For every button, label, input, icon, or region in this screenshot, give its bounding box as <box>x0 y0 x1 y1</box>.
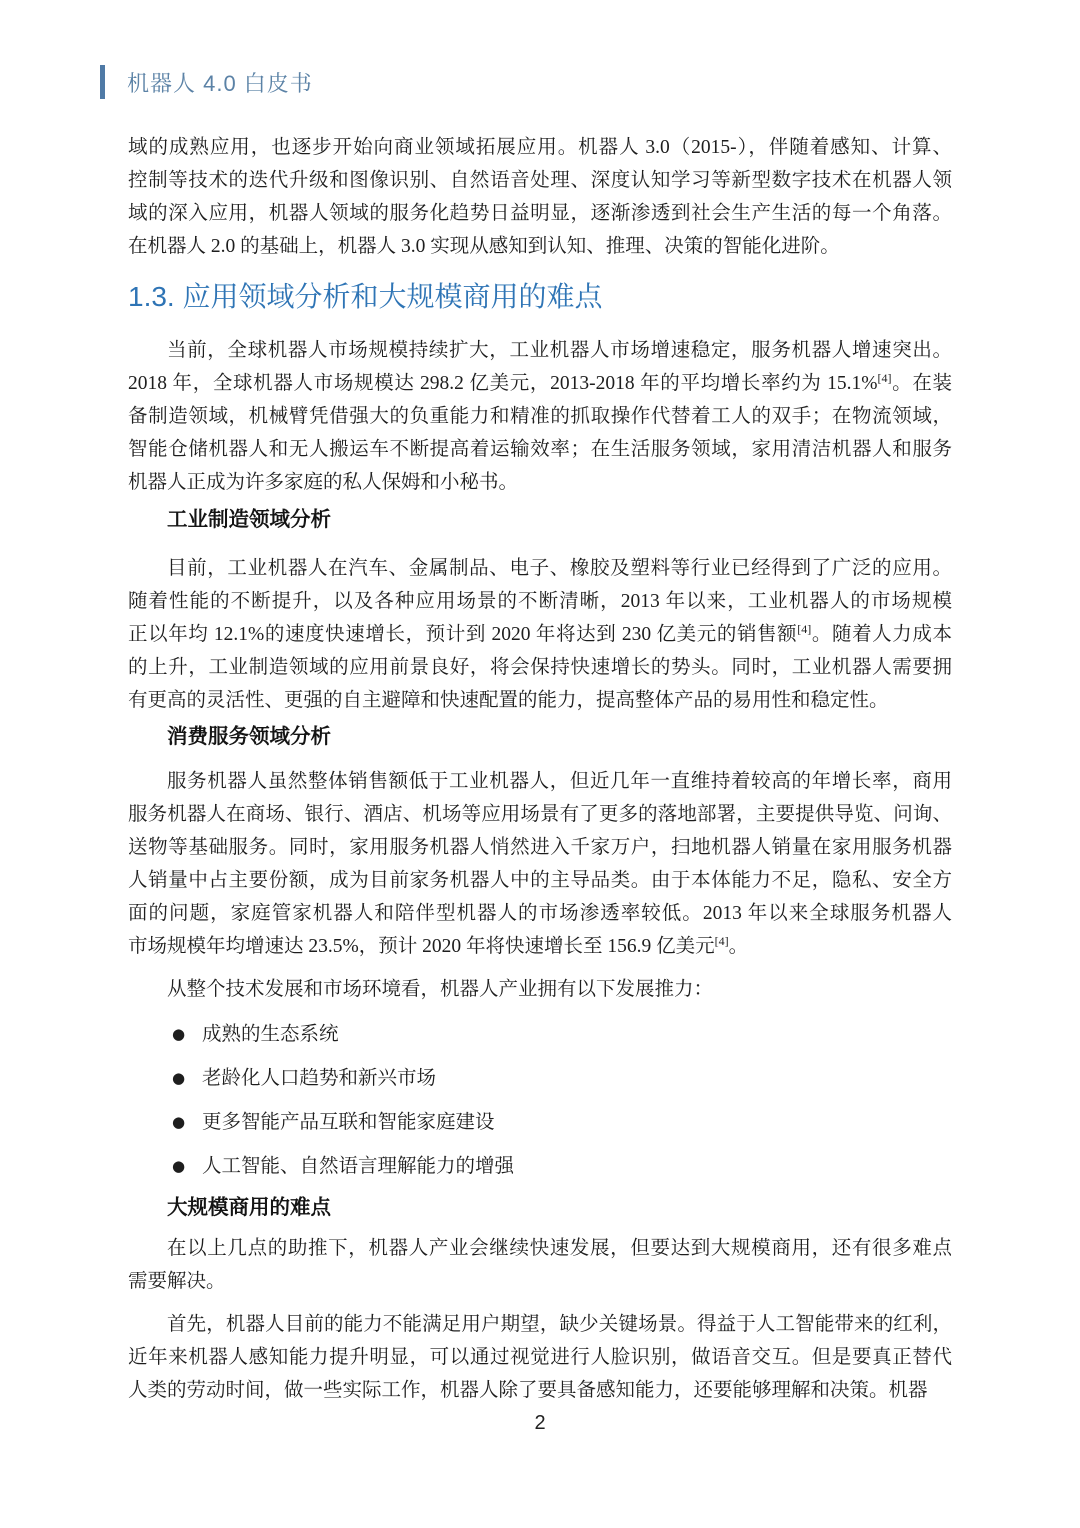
text-line: 需要解决。 <box>128 1271 226 1292</box>
text-line <box>128 930 952 963</box>
text-segment: 市场规模年均增速达 23.5%，预计 2020 年将快速增长至 156.9 亿美元 <box>128 936 715 957</box>
text-segment: 2018 年，全球机器人市场规模达 298.2 亿美元，2013-2018 年的平均增长率约为 15.1% <box>128 373 878 394</box>
page-header <box>100 64 1080 100</box>
footnote-ref: [4] <box>877 371 892 385</box>
paragraph-industrial <box>128 552 952 717</box>
text-line: 送物等基础服务。同时，家用服务机器人悄然进入千家万户，扫地机器人销量在家用服务机器 <box>128 837 952 858</box>
drivers-list <box>128 1018 952 1183</box>
subheading-consumer: 消费服务领域分析 <box>167 725 331 748</box>
paragraph-intro <box>128 131 952 263</box>
bullet-icon: ● <box>172 1113 186 1131</box>
text-line: 目前，工业机器人在汽车、金属制品、电子、橡胶及塑料等行业已经得到了广泛的应用。 <box>167 558 952 579</box>
list-item <box>128 1018 952 1051</box>
paragraph-consumer <box>128 765 952 963</box>
text-line: 的上升，工业制造领域的应用前景良好，将会保持快速增长的势头。同时，工业机器人需要拥 <box>128 657 952 678</box>
header-accent-bar-icon <box>100 65 105 99</box>
text-line: 有更高的灵活性、更强的自主避障和快速配置的能力，提高整体产品的易用性和稳定性。 <box>128 690 889 711</box>
text-line: 智能仓储机器人和无人搬运车不断提高着运输效率；在生活服务领域，家用清洁机器人和服务 <box>128 439 952 460</box>
text-line: 在机器人 2.0 的基础上，机器人 3.0 实现从感知到认知、推理、决策的智能化进阶。 <box>128 236 840 257</box>
text-line: 控制等技术的迭代升级和图像识别、自然语音处理、深度认知学习等新型数字技术在机器人领 <box>128 170 952 191</box>
text-line: 备制造领域，机械臂凭借强大的负重能力和精准的抓取操作代替着工人的双手；在物流领域， <box>128 406 952 427</box>
page-footer <box>0 1412 1080 1435</box>
section-heading: 1.3. 应用领域分析和大规模商用的难点 <box>128 281 603 312</box>
list-item-text: 人工智能、自然语言理解能力的增强 <box>202 1156 515 1177</box>
text-line: 域的成熟应用，也逐步开始向商业领域拓展应用。机器人 3.0（2015-），伴随着感知、计算、 <box>128 137 952 158</box>
bullet-icon: ● <box>172 1157 186 1175</box>
list-item-text: 老龄化人口趋势和新兴市场 <box>202 1068 437 1089</box>
text-line: 当前，全球机器人市场规模持续扩大，工业机器人市场增速稳定，服务机器人增速突出。 <box>167 340 952 361</box>
document-title: 机器人 4.0 白皮书 <box>127 70 313 96</box>
footnote-ref: [4] <box>714 934 729 948</box>
text-line: 随着性能的不断提升，以及各种应用场景的不断清晰，2013 年以来，工业机器人的市场规模 <box>128 591 952 612</box>
text-line: 近年来机器人感知能力提升明显，可以通过视觉进行人脸识别，做语音交互。但是要真正替代 <box>128 1347 952 1368</box>
text-line <box>128 367 952 400</box>
subheading-industrial: 工业制造领域分析 <box>167 508 331 531</box>
text-segment: 。在装 <box>891 373 952 394</box>
text-line <box>128 618 952 651</box>
text-line: 从整个技术发展和市场环境看，机器人产业拥有以下发展推力： <box>167 979 714 1000</box>
text-line: 机器人正成为许多家庭的私人保姆和小秘书。 <box>128 472 519 493</box>
text-line: 服务机器人虽然整体销售额低于工业机器人，但近几年一直维持着较高的年增长率，商用 <box>167 771 952 792</box>
list-item-text: 成熟的生态系统 <box>202 1024 339 1045</box>
text-line: 服务机器人在商场、银行、酒店、机场等应用场景有了更多的落地部署，主要提供导览、问询、 <box>128 804 952 825</box>
list-item-text: 更多智能产品互联和智能家庭建设 <box>202 1112 495 1133</box>
paragraph-drivers-intro <box>128 973 952 1006</box>
text-line: 域的深入应用，机器人领域的服务化趋势日益明显，逐渐渗透到社会生产生活的每一个角落。 <box>128 203 952 224</box>
list-item <box>128 1150 952 1183</box>
bullet-icon: ● <box>172 1069 186 1087</box>
list-item <box>128 1062 952 1095</box>
bullet-icon: ● <box>172 1025 186 1043</box>
text-segment: 。随着人力成本 <box>811 624 952 645</box>
text-segment: 正以年均 12.1%的速度快速增长，预计到 2020 年将达到 230 亿美元的销售额 <box>128 624 798 645</box>
text-line: 首先，机器人目前的能力不能满足用户期望，缺少关键场景。得益于人工智能带来的红利， <box>167 1314 952 1335</box>
footnote-ref: [4] <box>797 622 812 636</box>
text-segment: 。 <box>728 936 749 957</box>
paragraph-challenges-1 <box>128 1232 952 1298</box>
text-line: 在以上几点的助推下，机器人产业会继续快速发展，但要达到大规模商用，还有很多难点 <box>167 1238 952 1259</box>
text-line: 人类的劳动时间，做一些实际工作，机器人除了要具备感知能力，还要能够理解和决策。机器 <box>128 1380 928 1401</box>
text-line: 面的问题，家庭管家机器人和陪伴型机器人的市场渗透率较低。2013 年以来全球服务机器人 <box>128 903 952 924</box>
list-item <box>128 1106 952 1139</box>
page-content <box>128 131 952 1407</box>
text-line: 人销量中占主要份额，成为目前家务机器人中的主导品类。由于本体能力不足，隐私、安全方 <box>128 870 952 891</box>
subheading-challenges: 大规模商用的难点 <box>167 1196 331 1219</box>
page-number: 2 <box>534 1412 546 1434</box>
paragraph-challenges-2 <box>128 1308 952 1407</box>
paragraph-market-overview <box>128 334 952 499</box>
